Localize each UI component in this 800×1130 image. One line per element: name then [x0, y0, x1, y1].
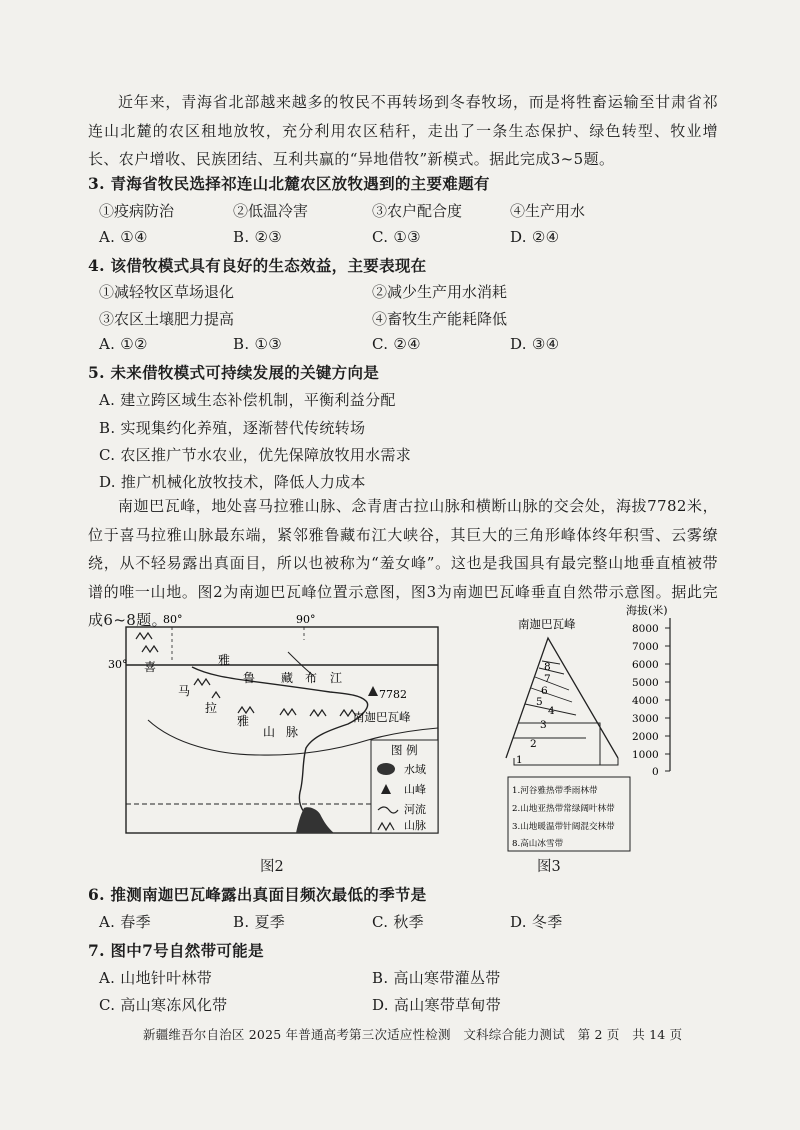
legend-title: 图 例	[391, 743, 418, 757]
river-char: 雅	[218, 653, 231, 667]
tick-label: 5000	[632, 677, 659, 689]
q5-option-c[interactable]: C. 农区推广节水农业，优先保障放牧用水需求	[99, 446, 412, 464]
fig3-legend-item: 2.山地亚热带常绿阔叶林带	[512, 804, 615, 814]
question-5-stem: 5. 未来借牧模式可持续发展的关键方向是	[88, 363, 380, 382]
q7-option-d[interactable]: D. 高山寒带草甸带	[372, 996, 502, 1014]
q3-option-d[interactable]: D. ②④	[510, 228, 560, 246]
q3-option-b[interactable]: B. ②③	[233, 228, 282, 246]
range-char: 山	[263, 725, 276, 739]
q3-option-c[interactable]: C. ①③	[372, 228, 421, 246]
tick-label: 8000	[632, 623, 659, 635]
q6-option-c[interactable]: C. 秋季	[372, 913, 424, 931]
q5-option-d[interactable]: D. 推广机械化放牧技术，降低人力成本	[99, 473, 366, 491]
zone-number: 7	[544, 673, 551, 685]
q4-option-c[interactable]: C. ②④	[372, 335, 421, 353]
q5-option-a[interactable]: A. 建立跨区域生态补偿机制，平衡利益分配	[99, 391, 396, 409]
range-char: 拉	[205, 701, 218, 715]
q3-item: ②低温冷害	[233, 202, 309, 220]
legend-label: 山脉	[404, 819, 426, 832]
river-char: 江	[330, 671, 343, 685]
tick-label: 3000	[632, 713, 659, 725]
q5-option-b[interactable]: B. 实现集约化养殖，逐渐替代传统转场	[99, 419, 366, 437]
q4-item: ②减少生产用水消耗	[372, 283, 508, 301]
peak-icon	[368, 686, 378, 696]
passage-2: 南迦巴瓦峰，地处喜马拉雅山脉、念青唐古拉山脉和横断山脉的交会处，海拔7782米，位于喜马拉雅山脉最东端，紧邻雅鲁藏布江大峡谷，其巨大的三角形峰体终年积雪、云雾缭绕，从不轻易露出真面目，所以也被称为“羞女峰”。这也是我国具有最完整山地垂直植被带谱的唯一山地。图2为南迦巴瓦峰位置示意图，图3为南迦巴瓦峰垂直自然带示意图。据此完成6~8题。	[88, 497, 718, 629]
q4-option-b[interactable]: B. ①③	[233, 335, 282, 353]
range-char: 喜	[144, 660, 157, 674]
question-4-stem: 4. 该借牧模式具有良好的生态效益，主要表现在	[88, 256, 427, 275]
q3-option-a[interactable]: A. ①④	[99, 228, 148, 246]
zone-number: 6	[541, 685, 548, 697]
peak-height: 7782	[379, 688, 407, 701]
lon-label-90: 90°	[296, 613, 316, 626]
figure-2-caption: 图2	[260, 859, 284, 875]
tick-label: 4000	[632, 695, 659, 707]
figure-3-diagram	[500, 602, 690, 857]
fig3-legend-item: 1.河谷雅热带季雨林带	[512, 786, 598, 796]
tick-label: 2000	[632, 731, 659, 743]
q7-option-c[interactable]: C. 高山寒冻风化带	[99, 996, 228, 1014]
legend-label: 山峰	[404, 783, 426, 796]
altitude-axis-title: 海拔(米)	[626, 604, 668, 617]
tick-label: 0	[652, 766, 659, 778]
peak-name: 南迦巴瓦峰	[353, 710, 411, 724]
q3-item: ③农户配合度	[372, 202, 463, 220]
river-yarlung-tsangpo	[192, 667, 368, 812]
water-swatch-icon	[377, 763, 395, 775]
q6-option-d[interactable]: D. 冬季	[510, 913, 563, 931]
q4-item: ④畜牧生产能耗降低	[372, 310, 508, 328]
range-char: 脉	[286, 725, 299, 739]
q4-option-d[interactable]: D. ③④	[510, 335, 560, 353]
q3-item: ①疫病防治	[99, 202, 175, 220]
range-char: 雅	[237, 714, 250, 728]
mountain-outline	[506, 638, 618, 758]
lon-label-80: 80°	[163, 613, 183, 626]
tick-label: 1000	[632, 749, 659, 761]
lat-label-30: 30°	[108, 658, 128, 671]
passage-1: 近年来，青海省北部越来越多的牧民不再转场到冬春牧场，而是将牲畜运输至甘肃省祁连山北麓的农区租地放牧，充分利用农区秸秆，走出了一条生态保护、绿色转型、牧业增长、农户增收、民族团结、互利共赢的“异地借牧”新模式。据此完成3~5题。	[88, 93, 718, 168]
zone-number: 3	[540, 719, 547, 731]
question-7-stem: 7. 图中7号自然带可能是	[88, 941, 264, 960]
tick-label: 7000	[632, 641, 659, 653]
zone-number: 2	[530, 738, 537, 750]
q3-item: ④生产用水	[510, 202, 586, 220]
fig3-legend-item: 8.高山冰雪带	[512, 839, 564, 849]
river-char: 布	[305, 671, 318, 685]
fig3-title: 南迦巴瓦峰	[518, 617, 576, 631]
question-3-stem: 3. 青海省牧民选择祁连山北麓农区放牧遇到的主要难题有	[88, 174, 490, 193]
legend-label: 水域	[404, 763, 426, 776]
q6-option-a[interactable]: A. 春季	[99, 913, 151, 931]
q4-item: ③农区土壤肥力提高	[99, 310, 235, 328]
figure-2-map	[108, 612, 444, 848]
zone-number: 8	[544, 661, 551, 673]
zone-number: 4	[548, 705, 555, 717]
zone-number: 5	[536, 696, 543, 708]
question-6-stem: 6. 推测南迦巴瓦峰露出真面目频次最低的季节是	[88, 885, 427, 904]
q4-item: ①减轻牧区草场退化	[99, 283, 235, 301]
river-char: 藏	[281, 671, 294, 685]
altitude-ticks	[665, 628, 670, 771]
river-char: 鲁	[243, 671, 256, 685]
q6-option-b[interactable]: B. 夏季	[233, 913, 286, 931]
legend-label: 河流	[404, 803, 426, 816]
fig3-legend-item: 3.山地暖温带针阔混交林带	[512, 822, 615, 832]
zone-number: 1	[516, 754, 523, 766]
figure-3-caption: 图3	[537, 859, 561, 875]
q7-option-a[interactable]: A. 山地针叶林带	[99, 969, 213, 987]
tick-label: 6000	[632, 659, 659, 671]
q7-option-b[interactable]: B. 高山寒带灌丛带	[372, 969, 501, 987]
water-body	[296, 807, 334, 833]
page-footer: 新疆维吾尔自治区 2025 年普通高考第三次适应性检测 文科综合能力测试 第 2 页 共 14 页	[143, 1027, 683, 1042]
range-char: 马	[178, 684, 191, 698]
q4-option-a[interactable]: A. ①②	[99, 335, 148, 353]
